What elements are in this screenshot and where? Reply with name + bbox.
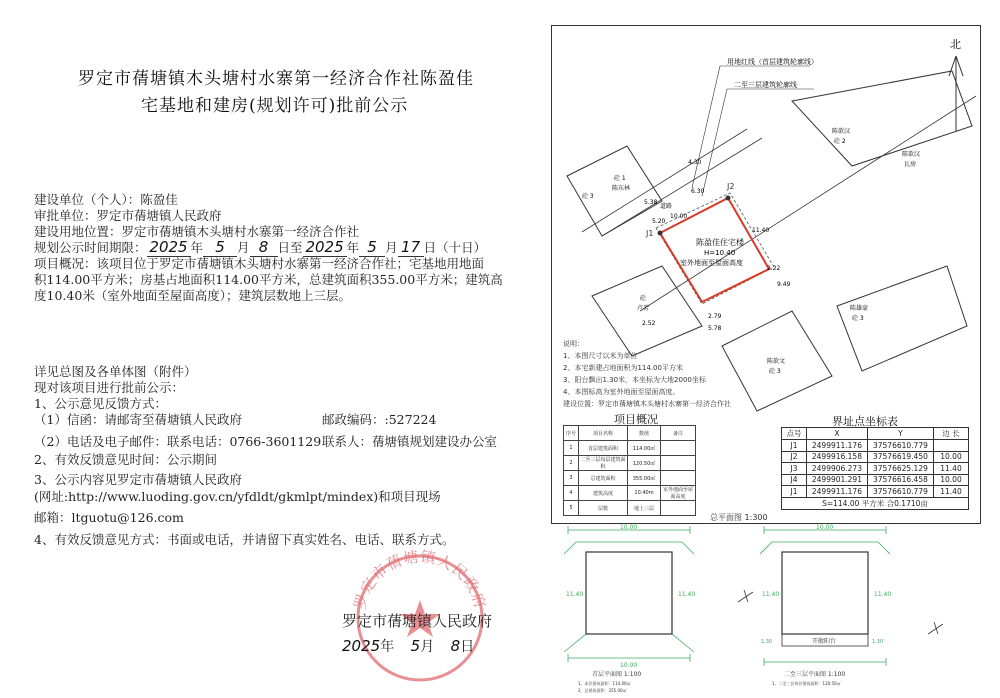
builder-line: 建设单位（个人）：陈盈佳 — [34, 192, 178, 207]
table-cell: 地上三层 — [628, 501, 661, 516]
location-line: 建设用地位置：罗定市蒨塘镇木头塘村水寨第一经济合作社 — [34, 224, 360, 239]
table-cell — [661, 456, 696, 471]
ground-height-left: 11.40 — [566, 591, 584, 598]
balcony-dim-left: 1.30 — [761, 639, 773, 645]
table-cell: 10.40m — [628, 486, 661, 501]
table-cell: 二至三层每层建筑面积 — [580, 457, 626, 470]
document-title-line1: 罗定市蒨塘镇木头塘村水寨第一经济合作社陈盈佳 — [78, 69, 474, 89]
table-cell — [661, 441, 696, 456]
period-year-start: 2025 — [147, 238, 191, 257]
table-cell: 2499916.158 — [807, 451, 868, 463]
table-cell: 2 — [564, 456, 579, 471]
table-cell: 3 — [564, 471, 579, 486]
period-suffix: 日（十日） — [423, 240, 487, 255]
dim-1140: 11.40 — [752, 227, 770, 234]
dim-949: 9.49 — [777, 281, 791, 288]
note-5: 建设位置：罗定市蒨塘镇木头塘村水寨第一经济合作社 — [563, 400, 731, 408]
table-cell: 4 — [564, 486, 579, 501]
dim-222: 2.22 — [767, 265, 781, 272]
period-year-end: 2025 — [303, 238, 347, 257]
table-cell: 114.00㎡ — [628, 441, 661, 456]
period-unit-year: 年 — [190, 240, 204, 255]
table-row — [782, 497, 969, 509]
nb5-label-a: 陈欲汉 — [902, 151, 921, 158]
table-cell: 2499911.176 — [807, 440, 868, 452]
dim-520: 5.20 — [652, 218, 666, 225]
floor-plans-drawing — [558, 524, 978, 696]
item3-line: 3、公示内容见罗定市蒨塘镇人民政府 — [34, 472, 242, 487]
dim-1000: 10.00 — [670, 213, 688, 220]
sign-year: 2025 — [342, 637, 381, 655]
table-cell: J2 — [782, 451, 807, 463]
nb3-label-a: 砼 — [640, 295, 647, 302]
table-cell: 总建筑面积 — [579, 471, 628, 486]
table-cell: 建筑高度 — [579, 486, 628, 501]
table-cell: 首层建筑面积 — [579, 441, 628, 456]
table-row — [782, 428, 969, 440]
item1-letter: （1）信函：请邮寄至蒨塘镇人民政府 — [34, 412, 242, 427]
table-cell: J1 — [782, 486, 807, 498]
table-header: X — [807, 428, 868, 440]
project-table-title: 项目概况 — [614, 413, 658, 426]
table-cell: 120.50㎡ — [628, 456, 661, 471]
nb4-label-b: 砼 2 — [834, 138, 846, 145]
overview-line1: 项目概况：该项目位于罗定市蒨塘镇木头塘村水寨第一经济合作社；宅基地用地面 — [34, 256, 485, 271]
point-j1: J1 — [646, 229, 654, 238]
project-table — [563, 425, 696, 516]
table-row — [564, 426, 696, 441]
period-unit-day-to: 日至 — [277, 240, 303, 255]
nb7-label-b: 砼 3 — [769, 368, 781, 375]
table-cell: 11.40 — [934, 463, 969, 475]
item3-url: (网址:http://www.luoding.gov.cn/yfdldt/gkmlpt/mindex)和项目现场 — [34, 489, 441, 504]
period-unit-month2: 月 — [385, 240, 398, 255]
overview-line2: 积114.00平方米；房基占地面积114.00平方米，总建筑面积355.00平方米；建筑高 — [34, 272, 503, 287]
table-cell: 2499911.176 — [807, 486, 868, 498]
table-cell: 5 — [564, 501, 579, 516]
upper-floor-plan — [760, 526, 890, 666]
table-cell: 37576616.458 — [867, 474, 933, 486]
sign-day: 8 — [450, 637, 461, 655]
ground-plan-note2: 2、总建筑面积：355.00㎡ — [578, 688, 627, 693]
table-row — [564, 441, 696, 456]
table-header: 备注 — [661, 426, 696, 441]
north-label: 北 — [950, 38, 961, 51]
table-row — [782, 463, 969, 475]
detail-title: 详见总图及各单体图（附件） — [34, 364, 197, 379]
table-cell: 37576619.450 — [867, 451, 933, 463]
nb5-label-b: 瓦房 — [904, 161, 917, 168]
table-cell: J4 — [782, 474, 807, 486]
sign-unit-day: 日 — [460, 639, 475, 655]
nb4-label-a: 陈欲汉 — [832, 128, 851, 135]
upper-height-left: 11.40 — [762, 591, 780, 598]
postcode: 邮政编码：:527224 — [322, 412, 437, 427]
period-unit-month: 月 — [237, 240, 250, 255]
sign-unit-month: 月 — [420, 639, 435, 655]
signing-date — [342, 636, 474, 656]
dim-430: 4.30 — [688, 159, 702, 166]
period-prefix: 规划公示时间期限： — [34, 240, 147, 255]
ground-plan-title: 首层平面图 1:100 — [592, 671, 642, 678]
building-note: 室外地面至屋面高度 — [680, 259, 743, 267]
table-cell: 室外地面至屋面高度 — [661, 486, 696, 501]
coord-footer: S=114.00 平方米 合0.1710亩 — [782, 497, 969, 509]
intro-line: 现对该项目进行批前公示： — [34, 380, 185, 395]
period-day-end: 17 — [398, 238, 424, 257]
note-3: 3、阳台飘出1.30米，本坐标为大地2000坐标 — [563, 376, 706, 384]
signing-org: 罗定市蒨塘镇人民政府 — [342, 612, 493, 630]
balcony-label: 开敞阳台 — [812, 638, 837, 645]
table-header: 数值 — [628, 426, 661, 441]
coord-table-title: 界址点坐标表 — [832, 415, 898, 428]
period-month-start: 5 — [203, 238, 237, 257]
balcony-dim-right: 1.30 — [872, 639, 884, 645]
table-cell — [934, 440, 969, 452]
upper-plan-note: 1、二至三层每层建筑面积：120.50㎡ — [772, 681, 841, 686]
contact-person: 联系人：蒨塘镇规划建设办公室 — [322, 434, 498, 449]
table-header: 项目名称 — [579, 426, 628, 441]
table-cell: J1 — [782, 440, 807, 452]
email-line: 邮箱：ltguotu@126.com — [34, 510, 184, 525]
table-cell: 10.00 — [934, 474, 969, 486]
table-row — [564, 471, 696, 486]
table-header: 序号 — [564, 426, 579, 441]
table-cell: 2499906.273 — [807, 463, 868, 475]
table-cell — [661, 501, 696, 516]
table-row — [782, 474, 969, 486]
item1-title: 1、公示意见反馈方式： — [34, 396, 167, 411]
table-row — [782, 486, 969, 498]
table-cell: 37576610.779 — [867, 486, 933, 498]
table-cell: 10.00 — [934, 451, 969, 463]
dim-538: 5.38 — [644, 199, 658, 206]
ground-floor-plan — [564, 526, 694, 662]
table-row — [782, 451, 969, 463]
table-row — [564, 501, 696, 516]
table-header: 边 长 — [934, 428, 969, 440]
coord-table — [781, 427, 969, 510]
nb1-label-b: 陈东林 — [612, 185, 631, 192]
table-cell: 37576625.129 — [867, 463, 933, 475]
dim-252: 2.52 — [642, 320, 656, 327]
table-cell: 层数 — [579, 501, 628, 516]
table-header: Y — [867, 428, 933, 440]
table-cell: 11.40 — [934, 486, 969, 498]
ground-height-right: 11.40 — [678, 591, 696, 598]
document-title-line2: 宅基地和建房(规划许可)批前公示 — [141, 96, 409, 116]
table-cell: 37576610.779 — [867, 440, 933, 452]
ground-width-bottom: 10.00 — [620, 662, 638, 669]
dim-578: 5.78 — [708, 325, 722, 332]
building-name: 陈盈佳住宅楼 — [696, 238, 744, 247]
upper-width: 10.00 — [816, 524, 834, 531]
item4-line: 4、有效反馈意见方式：书面或电话，并请留下真实姓名、电话、联系方式。 — [34, 532, 455, 547]
table-row — [564, 456, 696, 471]
nb7-label-a: 陈欲文 — [767, 358, 786, 365]
legend-floor-line: 二至三层建筑轮廓线 — [734, 81, 797, 89]
note-1: 1、本图尺寸以米为单位 — [563, 352, 638, 360]
approver-line: 审批单位：罗定市蒨塘镇人民政府 — [34, 208, 222, 223]
table-cell: 355.00㎡ — [628, 471, 661, 486]
period-month-end: 5 — [359, 238, 385, 257]
point-j2: J2 — [727, 182, 735, 191]
building-height: H=10.40 — [704, 249, 736, 257]
item2-line: 2、有效反馈意见时间：公示期间 — [34, 452, 217, 467]
table-header: 点号 — [782, 428, 807, 440]
note-4: 4、本图标高为室外地面至屋面高度。 — [563, 388, 680, 396]
ground-plan-note1: 1、本层建筑面积：114.00㎡ — [578, 681, 631, 686]
north-arrow-icon — [949, 38, 963, 131]
item1-phone: （2）电话及电子邮件：联系电话：0766-3601129 — [34, 434, 322, 449]
notes-title: 说明： — [563, 340, 584, 348]
seal-text: 罗定市蒨塘镇人民政府 — [350, 547, 490, 612]
table-cell: J3 — [782, 463, 807, 475]
site-plan-scale: 总平面图 1:300 — [710, 513, 768, 522]
upper-plan-title: 二至三层平面图 1:100 — [784, 671, 846, 678]
road-label: 道路 — [660, 203, 673, 210]
table-cell: 2499901.291 — [807, 474, 868, 486]
overview-line3: 度10.40米（室外地面至屋面高度）；建筑层数地上三层。 — [34, 288, 352, 303]
period-day-start: 8 — [250, 238, 278, 257]
dim-279: 2.79 — [708, 313, 722, 320]
nb6-label-b: 砼 3 — [852, 315, 864, 322]
sign-unit-year: 年 — [380, 639, 395, 655]
legend-red-line: 用地红线（首层建筑轮廓线） — [727, 58, 818, 66]
sign-month: 5 — [410, 637, 421, 655]
dim-630: 6.30 — [691, 188, 705, 195]
nb2-label: 砼 3 — [582, 193, 594, 200]
table-cell — [661, 471, 696, 486]
table-cell: 1 — [564, 441, 579, 456]
period-unit-year2: 年 — [346, 240, 360, 255]
nb6-label-a: 陈雄豪 — [850, 305, 869, 312]
table-row — [782, 440, 969, 452]
table-row — [564, 486, 696, 501]
upper-height-right: 11.40 — [874, 591, 892, 598]
nb3-label-b: 卢芳 — [637, 305, 650, 312]
note-2: 2、本宅新建占地面积为114.00平方米 — [563, 364, 683, 372]
ground-width-top: 10.00 — [620, 524, 638, 531]
nb1-label-a: 砼 1 — [614, 175, 626, 182]
